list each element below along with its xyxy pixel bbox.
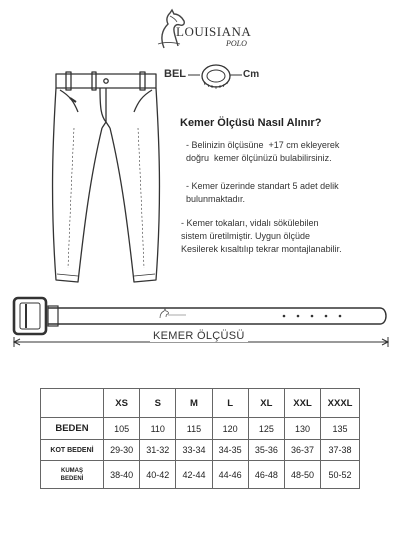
tape-left-label: BEL xyxy=(164,68,186,80)
row-label xyxy=(41,461,104,489)
brand-sub: POLO xyxy=(226,39,247,48)
table-cell: 29-30 xyxy=(104,440,140,461)
table-cell: 130 xyxy=(284,418,320,440)
size-header: XXXL xyxy=(321,389,360,418)
row-label: KOT BEDENİ xyxy=(41,440,104,461)
row-label-line: BEDENİ xyxy=(60,475,84,482)
size-table xyxy=(40,388,360,489)
guide-heading: Kemer Ölçüsü Nasıl Alınır? xyxy=(180,117,322,129)
table-cell: 125 xyxy=(248,418,284,440)
guide-paragraph-waist: - Belinizin ölçüsüne +17 cm ekleyerek doğru kemer ölçünüzü bulabilirsiniz. xyxy=(186,140,340,163)
row-label-line: KUMAŞ xyxy=(61,467,83,474)
belt-logo-icon xyxy=(160,309,186,318)
guide-paragraph-buckle: - Kemer tokaları, vidalı sökülebilen sistem üretilmiştir. Uygun ölçüde Kesilerek kısaltılıp tekrar montajlanabilir. xyxy=(181,218,342,254)
size-header: XL xyxy=(248,389,284,418)
table-cell: 46-48 xyxy=(248,461,284,489)
guide-paragraph-holes: - Kemer üzerinde standart 5 adet delik bulunmaktadır. xyxy=(186,181,339,204)
row-label: BEDEN xyxy=(41,418,104,440)
table-corner xyxy=(41,389,104,418)
size-header: XXL xyxy=(284,389,320,418)
trousers-illustration xyxy=(44,68,168,290)
size-header: S xyxy=(140,389,176,418)
table-cell: 48-50 xyxy=(284,461,320,489)
table-cell: 34-35 xyxy=(212,440,248,461)
table-cell: 42-44 xyxy=(176,461,212,489)
table-row xyxy=(41,461,360,489)
table-cell: 120 xyxy=(212,418,248,440)
table-cell: 37-38 xyxy=(321,440,360,461)
table-cell: 105 xyxy=(104,418,140,440)
table-row xyxy=(41,440,360,461)
table-cell: 40-42 xyxy=(140,461,176,489)
brand-name: LOUISIANA xyxy=(176,24,252,39)
table-cell: 50-52 xyxy=(321,461,360,489)
size-header: XS xyxy=(104,389,140,418)
brand-logo xyxy=(150,8,260,56)
belt-measure-label: KEMER ÖLÇÜSÜ xyxy=(150,330,248,342)
table-cell: 33-34 xyxy=(176,440,212,461)
table-cell: 31-32 xyxy=(140,440,176,461)
table-cell: 110 xyxy=(140,418,176,440)
size-header: L xyxy=(212,389,248,418)
table-cell: 135 xyxy=(321,418,360,440)
size-header: M xyxy=(176,389,212,418)
table-cell: 38-40 xyxy=(104,461,140,489)
tape-measure-icon xyxy=(188,62,244,92)
table-cell: 35-36 xyxy=(248,440,284,461)
size-header-row xyxy=(41,389,360,418)
table-cell: 44-46 xyxy=(212,461,248,489)
table-cell: 115 xyxy=(176,418,212,440)
table-cell: 36-37 xyxy=(284,440,320,461)
tape-right-label: Cm xyxy=(243,69,260,80)
table-row xyxy=(41,418,360,440)
